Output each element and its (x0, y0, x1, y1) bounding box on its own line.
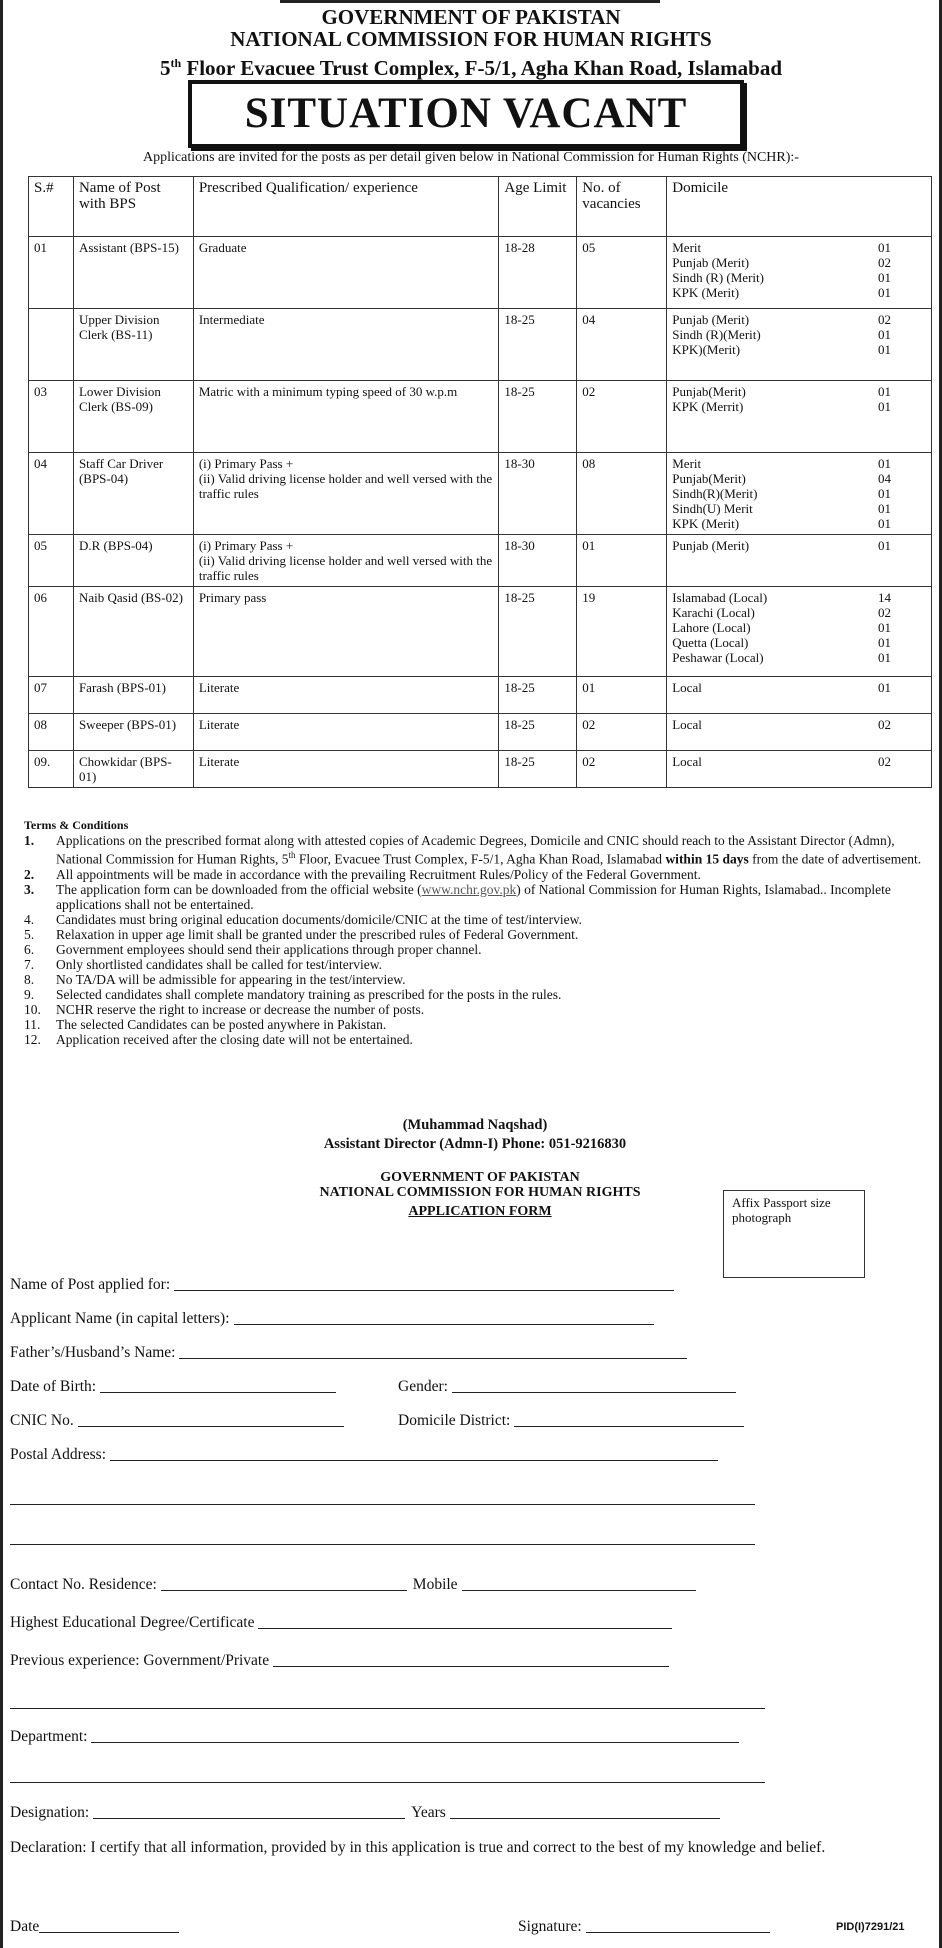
domicile-entry (672, 270, 891, 285)
father-field-row (10, 1344, 687, 1362)
applicant-name-field[interactable] (234, 1323, 654, 1325)
cnic-label: CNIC No. (10, 1412, 74, 1429)
qualification-line: (i) Primary Pass + (198, 538, 294, 553)
cell-qualification (193, 453, 499, 535)
domicile-name: Punjab (Merit) (672, 312, 750, 327)
contact-field[interactable] (161, 1589, 407, 1591)
domicile-name: Local (672, 754, 702, 769)
table-body (29, 237, 932, 788)
cell-qualification (193, 587, 499, 677)
domicile-count: 02 (878, 605, 891, 620)
domicile-name: Punjab(Merit) (672, 384, 746, 399)
domicile-entry (672, 456, 891, 471)
qualification-line: Intermediate (198, 312, 265, 327)
term-item (24, 882, 934, 912)
domicile-entry (672, 342, 891, 357)
cell-qualification (193, 237, 499, 309)
page-title: SITUATION VACANT (244, 90, 688, 137)
cell-age: 18-25 (499, 587, 577, 677)
col-header-sno: S.# (29, 177, 74, 237)
signature-field[interactable] (586, 1931, 770, 1933)
terms-list (24, 833, 934, 1047)
term-number: 2. (24, 866, 35, 882)
domicile-name: Sindh(U) Merit (672, 501, 753, 516)
domicile-name: Lahore (Local) (672, 620, 751, 635)
qualification-line: Graduate (198, 240, 247, 255)
domicile-entry (672, 620, 891, 635)
cell-post: D.R (BPS-04) (73, 535, 193, 587)
domicile-entry (672, 680, 891, 695)
form-title: APPLICATION FORM (408, 1204, 552, 1219)
term-item (24, 942, 934, 957)
term-text: No TA/DA will be admissible for appearing in the test/interview. (56, 971, 406, 987)
address-field-row (10, 1446, 718, 1464)
cell-sno (29, 309, 74, 381)
signature-label: Signature: (518, 1918, 582, 1935)
domicile-entry (672, 538, 891, 553)
post-label: Name of Post applied for: (10, 1276, 171, 1293)
domicile-count: 01 (878, 240, 891, 255)
domicile-count: 01 (878, 285, 891, 300)
cell-sno: 01 (29, 237, 74, 309)
domicile-name: Karachi (Local) (672, 605, 755, 620)
term-number: 9. (24, 986, 35, 1002)
cell-age: 18-25 (499, 751, 577, 788)
cell-vacancies: 02 (577, 714, 667, 751)
term-text: Selected candidates shall complete mandatory training as prescribed for the posts in the rules. (56, 986, 562, 1002)
form-commission-heading: NATIONAL COMMISSION FOR HUMAN RIGHTS (319, 1185, 641, 1200)
degree-label: Highest Educational Degree/Certificate (10, 1614, 255, 1631)
qualification-line: Matric with a minimum typing speed of 30 w.p.m (198, 384, 458, 399)
cell-vacancies: 02 (577, 381, 667, 453)
qualification-line: Literate (198, 754, 240, 769)
term-text: Candidates must bring original education documents/domicile/CNIC at the time of test/interview. (56, 911, 582, 927)
dob-field-row (10, 1378, 336, 1396)
experience-line-2[interactable] (10, 1708, 765, 1709)
term-number: 1. (24, 833, 35, 848)
col-header-domicile: Domicile (667, 177, 932, 237)
cell-qualification (193, 714, 499, 751)
term-text: NCHR reserve the right to increase or decrease the number of posts. (56, 1001, 425, 1017)
qualification-line: (ii) Valid driving license holder and well versed with the traffic rules (198, 471, 493, 501)
name-field-row (10, 1310, 654, 1328)
cell-post: Farash (BPS-01) (73, 677, 193, 714)
qualification-line: (i) Primary Pass + (198, 456, 294, 471)
cell-sno: 07 (29, 677, 74, 714)
cell-domicile (667, 751, 932, 788)
domicile-field[interactable] (514, 1425, 744, 1427)
cell-sno: 05 (29, 535, 74, 587)
vacancies-table (28, 176, 932, 788)
cell-sno: 09. (29, 751, 74, 788)
table-row (29, 677, 932, 714)
domicile-entry (672, 717, 891, 732)
cell-vacancies: 05 (577, 237, 667, 309)
domicile-count: 02 (878, 255, 891, 270)
degree-field-row (10, 1614, 672, 1632)
department-line-2[interactable] (10, 1782, 765, 1783)
cell-post: Staff Car Driver (BPS-04) (73, 453, 193, 535)
cell-vacancies: 02 (577, 751, 667, 788)
domicile-entry (672, 285, 891, 300)
cell-vacancies: 04 (577, 309, 667, 381)
term-3-part-a: The application form can be downloaded from the official website ( (56, 881, 422, 897)
term-text: Only shortlisted candidates shall be called for test/interview. (56, 956, 383, 972)
domicile-entry (672, 516, 891, 531)
cell-age: 18-25 (499, 309, 577, 381)
domicile-name: Local (672, 680, 702, 695)
term-number: 12. (24, 1031, 41, 1047)
cell-domicile (667, 381, 932, 453)
domicile-count: 02 (878, 312, 891, 327)
domicile-name: KPK)(Merit) (672, 342, 741, 357)
department-field[interactable] (91, 1741, 739, 1743)
term-item (24, 867, 934, 882)
experience-field-row (10, 1652, 669, 1670)
term-item (24, 912, 934, 927)
table-row (29, 714, 932, 751)
cell-age: 18-30 (499, 535, 577, 587)
term-item (24, 833, 934, 867)
domicile-name: Local (672, 717, 702, 732)
domicile-entry (672, 605, 891, 620)
domicile-count: 14 (878, 590, 891, 605)
term-item (24, 987, 934, 1002)
domicile-name: Punjab (Merit) (672, 538, 750, 553)
qualification-line: Primary pass (198, 590, 267, 605)
cell-domicile (667, 237, 932, 309)
table-row (29, 587, 932, 677)
domicile-entry (672, 501, 891, 516)
cell-post: Upper Division Clerk (BS-11) (73, 309, 193, 381)
term-1-part-b: Floor, Evacuee Trust Complex, F-5/1, Agha Khan Road, Islamabad (295, 851, 666, 867)
cnic-field[interactable] (78, 1425, 344, 1427)
domicile-count: 04 (878, 471, 891, 486)
gender-field[interactable] (452, 1391, 736, 1393)
form-gov-heading: GOVERNMENT OF PAKISTAN (380, 1170, 580, 1185)
years-label: Years (411, 1804, 446, 1821)
table-row (29, 381, 932, 453)
qualification-line: (ii) Valid driving license holder and well versed with the traffic rules (198, 553, 493, 583)
cell-domicile (667, 714, 932, 751)
domicile-count: 01 (878, 635, 891, 650)
experience-field[interactable] (273, 1665, 669, 1667)
cell-age: 18-25 (499, 714, 577, 751)
term-text: Application received after the closing date will not be entertained. (56, 1031, 413, 1047)
cell-post: Lower Division Clerk (BS-09) (73, 381, 193, 453)
address-line-3[interactable] (10, 1544, 755, 1545)
term-number: 8. (24, 971, 35, 987)
term-1-part-a: Applications on the prescribed format along with attested copies of Academic Degrees, Domicile and CNIC should reach to the Assistant Director (Admn), National Commission for Human Rights, 5 (56, 833, 895, 867)
col-header-age: Age Limit (499, 177, 577, 237)
applicant-name-label: Applicant Name (in capital letters): (10, 1310, 230, 1327)
website-link[interactable]: www.nchr.gov.pk (421, 881, 517, 897)
domicile-name: Quetta (Local) (672, 635, 749, 650)
experience-label: Previous experience: Government/Private (10, 1652, 270, 1669)
term-number: 5. (24, 926, 35, 942)
domicile-entry (672, 471, 891, 486)
declaration-text: Declaration: I certify that all information, provided by in this application is true and correct to the best of my knowledge and belief. (10, 1839, 826, 1856)
photo-box[interactable]: Affix Passport size photograph (723, 1190, 865, 1278)
page-border-left (0, 0, 3, 1948)
page-border-top (280, 0, 660, 3)
domicile-entry (672, 327, 891, 342)
cell-vacancies: 19 (577, 587, 667, 677)
date-label: Date (10, 1918, 40, 1935)
table-row (29, 237, 932, 309)
qualification-line: Literate (198, 680, 240, 695)
father-name-label: Father’s/Husband’s Name: (10, 1344, 176, 1361)
mobile-label: Mobile (412, 1576, 458, 1593)
domicile-entry (672, 399, 891, 414)
term-text: All appointments will be made in accordance with the prevailing Recruitment Rules/Policy of the Federal Government. (56, 866, 701, 882)
term-text: The selected Candidates can be posted anywhere in Pakistan. (56, 1016, 387, 1032)
terms-section (24, 818, 934, 1047)
domicile-name: Sindh (R) (Merit) (672, 270, 764, 285)
cell-qualification (193, 381, 499, 453)
domicile-name: Punjab(Merit) (672, 471, 746, 486)
intro-text: Applications are invited for the posts as per detail given below in National Commission for Human Rights (NCHR):- (143, 150, 799, 165)
address-floor: 5 (159, 56, 171, 80)
term-number: 7. (24, 956, 35, 972)
col-header-vacancies: No. of vacancies (577, 177, 667, 237)
term-item (24, 1017, 934, 1032)
domicile-name: KPK (Merit) (672, 516, 740, 531)
commission-heading: NATIONAL COMMISSION FOR HUMAN RIGHTS (230, 27, 712, 51)
cell-sno: 03 (29, 381, 74, 453)
address-line-2[interactable] (10, 1504, 755, 1505)
domicile-entry (672, 590, 891, 605)
term-1-sup: th (288, 850, 296, 860)
cell-domicile (667, 587, 932, 677)
domicile-entry (672, 486, 891, 501)
term-number: 6. (24, 941, 35, 957)
signature-field-row (518, 1918, 770, 1936)
dob-label: Date of Birth: (10, 1378, 97, 1395)
gender-field-row (398, 1378, 736, 1396)
domicile-entry (672, 255, 891, 270)
cell-vacancies: 01 (577, 535, 667, 587)
cell-domicile (667, 309, 932, 381)
qualification-line: Literate (198, 717, 240, 732)
domicile-count: 02 (878, 717, 891, 732)
signatory-name: (Muhammad Naqshad) (402, 1117, 548, 1133)
cell-qualification (193, 309, 499, 381)
col-header-post: Name of Post with BPS (73, 177, 193, 237)
term-item (24, 927, 934, 942)
cell-post: Assistant (BPS-15) (73, 237, 193, 309)
cell-post: Naib Qasid (BS-02) (73, 587, 193, 677)
dob-field[interactable] (100, 1391, 336, 1393)
domicile-name: Punjab (Merit) (672, 255, 750, 270)
domicile-name: Peshawar (Local) (672, 650, 764, 665)
domicile-name: Merit (672, 456, 702, 471)
cell-domicile (667, 453, 932, 535)
domicile-entry (672, 650, 891, 665)
cell-sno: 08 (29, 714, 74, 751)
domicile-entry (672, 635, 891, 650)
address-field[interactable] (110, 1459, 718, 1461)
years-field[interactable] (450, 1817, 720, 1819)
domicile-count: 01 (878, 680, 891, 695)
signatory-title: Assistant Director (Admn-I) Phone: 051-9216830 (323, 1136, 627, 1152)
domicile-name: KPK (Merrit) (672, 399, 744, 414)
table-header-row (29, 177, 932, 237)
domicile-entry (672, 312, 891, 327)
term-1-part-c: from the date of advertisement. (748, 851, 922, 867)
cell-qualification (193, 751, 499, 788)
table-row (29, 453, 932, 535)
cell-qualification (193, 677, 499, 714)
domicile-entry (672, 384, 891, 399)
domicile-count: 01 (878, 620, 891, 635)
term-text: Relaxation in upper age limit shall be granted under the prescribed rules of Federal Government. (56, 926, 579, 942)
term-text: Government employees should send their applications through proper channel. (56, 941, 482, 957)
cell-age: 18-28 (499, 237, 577, 309)
date-field-row (10, 1918, 179, 1936)
cell-sno: 06 (29, 587, 74, 677)
cell-age: 18-30 (499, 453, 577, 535)
post-field[interactable] (174, 1289, 674, 1291)
domicile-name: KPK (Merit) (672, 285, 740, 300)
department-field-row (10, 1728, 739, 1746)
domicile-name: Sindh (R)(Merit) (672, 327, 761, 342)
domicile-count: 01 (878, 538, 891, 553)
col-header-qualification: Prescribed Qualification/ experience (193, 177, 499, 237)
title-box (188, 80, 744, 148)
domicile-count: 01 (878, 270, 891, 285)
domicile-name: Islamabad (Local) (672, 590, 768, 605)
domicile-count: 01 (878, 650, 891, 665)
term-text (56, 833, 934, 867)
term-1-deadline: within 15 days (665, 851, 749, 867)
cell-vacancies: 01 (577, 677, 667, 714)
cell-post: Chowkidar (BPS-01) (73, 751, 193, 788)
designation-field[interactable] (93, 1817, 405, 1819)
term-text (56, 882, 934, 912)
domicile-count: 01 (878, 327, 891, 342)
term-item (24, 1002, 934, 1017)
cell-age: 18-25 (499, 677, 577, 714)
designation-field-row (10, 1804, 720, 1822)
domicile-entry (672, 240, 891, 255)
domicile-count: 01 (878, 456, 891, 471)
domicile-name: Sindh(R)(Merit) (672, 486, 758, 501)
terms-heading: Terms & Conditions (24, 818, 129, 832)
table-row (29, 309, 932, 381)
cell-vacancies: 08 (577, 453, 667, 535)
term-number: 11. (24, 1016, 41, 1032)
term-number: 4. (24, 911, 35, 927)
term-item (24, 957, 934, 972)
domicile-count: 01 (878, 501, 891, 516)
designation-label: Designation: (10, 1804, 90, 1821)
degree-field[interactable] (258, 1627, 672, 1629)
domicile-field-row (398, 1412, 744, 1430)
pid-code: PID(I)7291/21 (836, 1921, 905, 1933)
father-name-field[interactable] (179, 1357, 687, 1359)
domicile-count: 01 (878, 384, 891, 399)
domicile-name: Merit (672, 240, 702, 255)
address-line (0, 51, 942, 80)
domicile-entry (672, 754, 891, 769)
domicile-label: Domicile District: (398, 1412, 511, 1429)
department-label: Department: (10, 1728, 88, 1745)
gov-heading: GOVERNMENT OF PAKISTAN (321, 5, 621, 29)
domicile-count: 02 (878, 754, 891, 769)
address-sup: th (170, 56, 182, 70)
contact-label: Contact No. Residence: (10, 1576, 157, 1593)
contact-field-row (10, 1576, 696, 1594)
gender-label: Gender: (398, 1378, 448, 1395)
term-item (24, 972, 934, 987)
cell-domicile (667, 677, 932, 714)
address-rest: Floor Evacuee Trust Complex, F-5/1, Agha Khan Road, Islamabad (181, 56, 783, 80)
mobile-field[interactable] (462, 1589, 696, 1591)
term-number: 10. (24, 1001, 41, 1017)
cell-qualification (193, 535, 499, 587)
address-label: Postal Address: (10, 1446, 107, 1463)
domicile-count: 01 (878, 486, 891, 501)
domicile-count: 01 (878, 399, 891, 414)
term-number: 3. (24, 881, 35, 897)
cell-domicile (667, 535, 932, 587)
domicile-count: 01 (878, 342, 891, 357)
cell-sno: 04 (29, 453, 74, 535)
domicile-count: 01 (878, 516, 891, 531)
date-field[interactable] (39, 1931, 179, 1933)
cell-age: 18-25 (499, 381, 577, 453)
term-item (24, 1032, 934, 1047)
term-3-part-b: ) of National Commission for Human Rights, Islamabad.. Incomplete applications shall not be entertained. (56, 881, 891, 912)
table-row (29, 751, 932, 788)
cnic-field-row (10, 1412, 344, 1430)
cell-post: Sweeper (BPS-01) (73, 714, 193, 751)
post-field-row (10, 1276, 674, 1294)
table-row (29, 535, 932, 587)
